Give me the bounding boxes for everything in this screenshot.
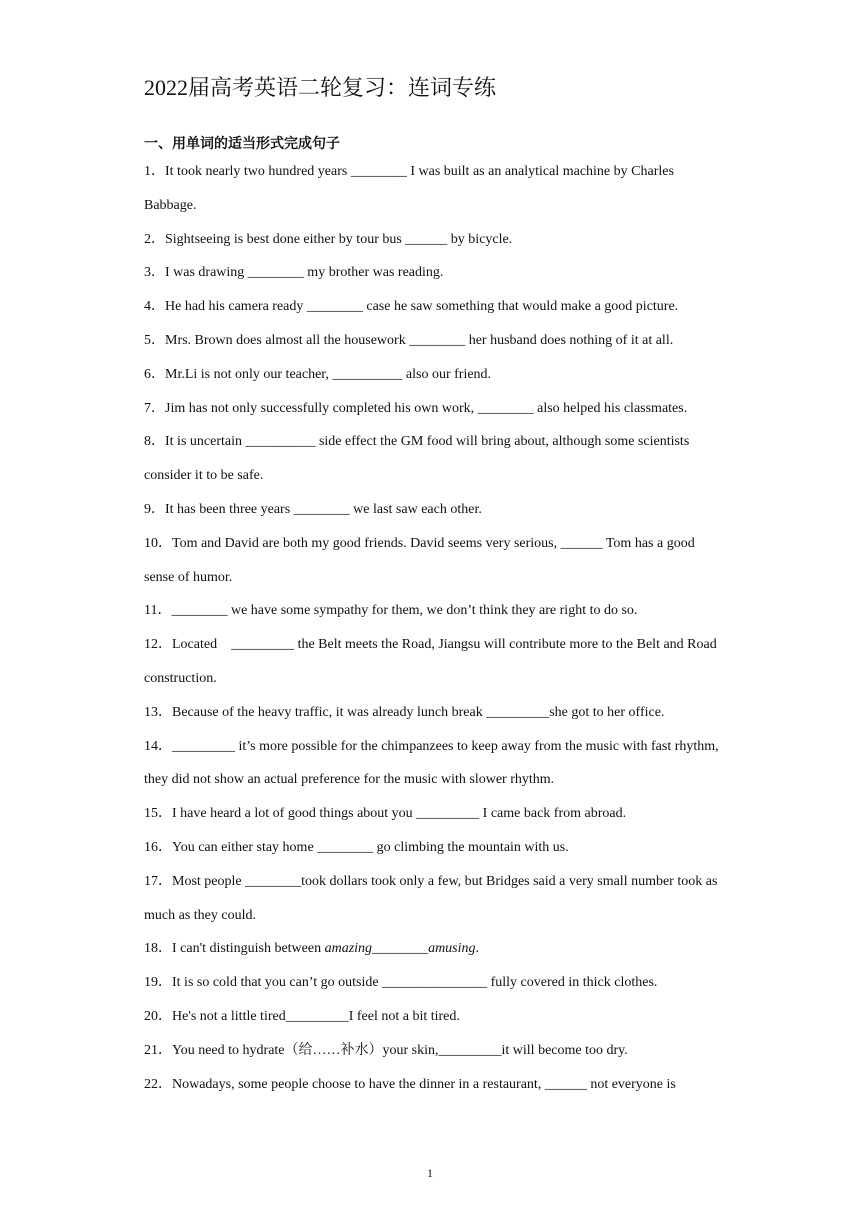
question-item — [144, 493, 719, 527]
question-item — [144, 730, 719, 798]
question-number: 5． — [144, 332, 165, 348]
question-item — [144, 1000, 719, 1034]
question-item — [144, 932, 719, 966]
question-item — [144, 628, 719, 696]
question-number: 16． — [144, 839, 172, 855]
section-heading: 一、用单词的适当形式完成句子 — [144, 136, 340, 152]
question-text: _________ it’s more possible for the chimpanzees to keep away from the music with fast rhythm, they did not show an actual preference for the music with slower rhythm. — [144, 738, 719, 788]
question-text: Mrs. Brown does almost all the housework ________ her husband does nothing of it at all. — [165, 332, 674, 348]
question-text: Jim has not only successfully completed his own work, ________ also helped his classmates. — [165, 400, 688, 416]
question-item — [144, 425, 719, 493]
question-number: 10． — [144, 535, 172, 551]
question-item — [144, 358, 719, 392]
question-item — [144, 223, 719, 257]
question-number: 9． — [144, 501, 165, 517]
question-number: 11． — [144, 603, 172, 619]
question-item — [144, 594, 719, 628]
question-item — [144, 797, 719, 831]
question-text: Tom and David are both my good friends. David seems very serious, ______ Tom has a good sense of humor. — [144, 535, 695, 585]
question-text: It is uncertain __________ side effect the GM food will bring about, although some scientists consider it to be safe. — [144, 434, 690, 484]
question-text: I have heard a lot of good things about you _________ I came back from abroad. — [172, 806, 627, 822]
question-number: 12． — [144, 637, 172, 653]
question-text: Because of the heavy traffic, it was already lunch break _________she got to her office. — [172, 704, 665, 720]
question-text: It has been three years ________ we last saw each other. — [165, 501, 482, 517]
question-number: 20． — [144, 1008, 172, 1024]
question-text: Most people ________took dollars took only a few, but Bridges said a very small number took as much as they could. — [144, 873, 718, 923]
question-italic-word: amazing — [324, 941, 373, 957]
question-number: 8． — [144, 434, 165, 450]
question-number: 13． — [144, 704, 172, 720]
question-number: 14． — [144, 738, 172, 754]
question-item — [144, 1034, 719, 1068]
page-number: 1 — [427, 1166, 433, 1180]
question-list — [144, 155, 719, 1101]
question-number: 4． — [144, 299, 165, 315]
question-text: Located _________ the Belt meets the Road, Jiangsu will contribute more to the Belt and Road construction. — [144, 637, 721, 686]
question-text: ________ we have some sympathy for them, we don’t think they are right to do so. — [171, 603, 638, 619]
question-text: He's not a little tired_________I feel not a bit tired. — [172, 1008, 460, 1024]
question-text: It is so cold that you can’t go outside _______________ fully covered in thick clothes. — [172, 975, 658, 991]
question-number: 1． — [144, 164, 165, 179]
question-item — [144, 527, 719, 595]
question-number: 6． — [144, 366, 165, 382]
question-text: Mr.Li is not only our teacher, __________ also our friend. — [165, 366, 492, 382]
question-item — [144, 324, 719, 358]
question-item — [144, 290, 719, 324]
question-item — [144, 966, 719, 1000]
question-text: It took nearly two hundred years ________ I was built as an analytical machine by Charles Babbage. — [144, 164, 674, 213]
question-item — [144, 392, 719, 426]
question-text: I was drawing ________ my brother was reading. — [165, 265, 444, 281]
question-item — [144, 831, 719, 865]
question-text: Nowadays, some people choose to have the dinner in a restaurant, ______ not everyone is — [172, 1076, 676, 1092]
question-item — [144, 155, 719, 223]
question-number: 15． — [144, 806, 172, 822]
document-title: 2022届高考英语二轮复习：连词专练 — [144, 75, 497, 100]
question-item — [144, 696, 719, 730]
question-number: 17． — [144, 873, 172, 889]
question-item — [144, 1068, 719, 1102]
question-text: Sightseeing is best done either by tour bus ______ by bicycle. — [165, 231, 513, 247]
question-item — [144, 256, 719, 290]
question-text: He had his camera ready ________ case he saw something that would make a good picture. — [165, 299, 679, 315]
question-italic-word: amusing — [428, 941, 476, 957]
question-text: You need to hydrate（给……补水）your skin,_________it will become too dry. — [172, 1042, 628, 1058]
question-text: . — [475, 941, 480, 957]
question-number: 3． — [144, 265, 165, 281]
question-blank: ________ — [372, 941, 429, 957]
question-text: You can either stay home ________ go climbing the mountain with us. — [172, 839, 569, 855]
question-number: 7． — [144, 400, 165, 416]
question-number: 18． — [144, 941, 172, 957]
question-number: 19． — [144, 975, 172, 991]
question-number: 21． — [144, 1042, 172, 1058]
question-text: I can't distinguish between — [172, 941, 325, 957]
question-item — [144, 865, 719, 933]
question-number: 22． — [144, 1076, 172, 1092]
question-number: 2． — [144, 231, 165, 247]
